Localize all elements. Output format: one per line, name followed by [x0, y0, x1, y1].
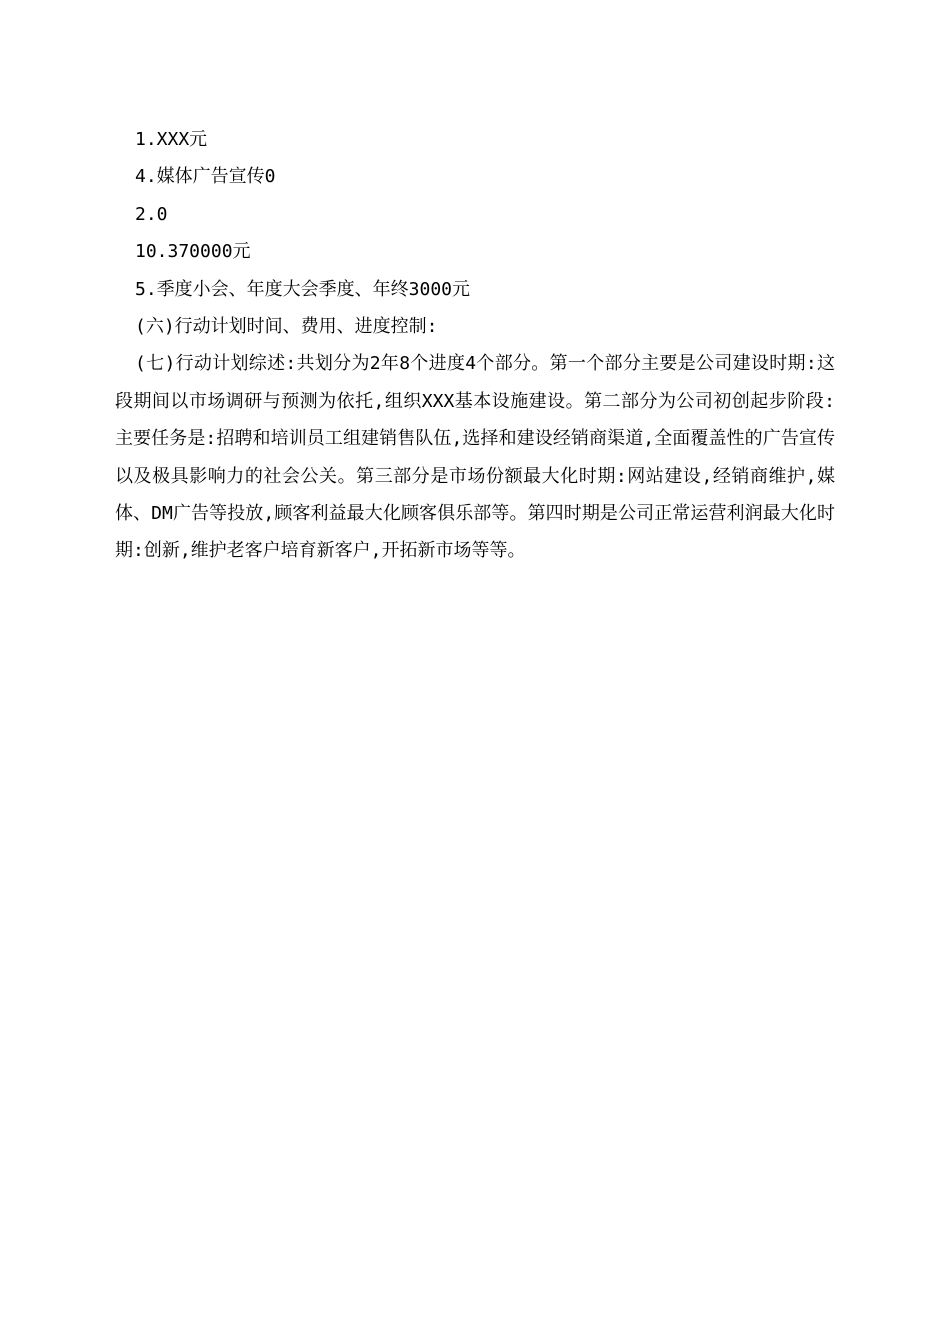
budget-line-meetings: 5.季度小会、年度大会季度、年终3000元: [135, 278, 471, 300]
budget-line-2: 2.0: [135, 203, 168, 225]
budget-line-1: 1.XXX元: [135, 129, 208, 150]
document-body: [115, 121, 835, 570]
section-heading-six: (六)行动计划时间、费用、进度控制:: [135, 316, 438, 338]
section-seven-paragraph: (七)行动计划综述:共划分为2年8个进度4个部分。第一个部分主要是公司建设时期:这段期间以市场调研与预测为依托,组织XXX基本设施建设。第二部分为公司初创起步阶段:主要任务是:招聘和培训员工组建销售队伍,选择和建设经销商渠道,全面覆盖性的广告宣传以及极具影响力的社会公关。第三部分是市场份额最大化时期:网站建设,经销商维护,媒体、DM广告等投放,顾客利益最大化顾客俱乐部等。第四时期是公司正常运营利润最大化时期:创新,维护老客户培育新客户,开拓新市场等等。: [115, 353, 835, 562]
budget-line-total: 10.370000元: [135, 241, 251, 263]
budget-line-media-ads: 4.媒体广告宣传0: [135, 166, 276, 188]
